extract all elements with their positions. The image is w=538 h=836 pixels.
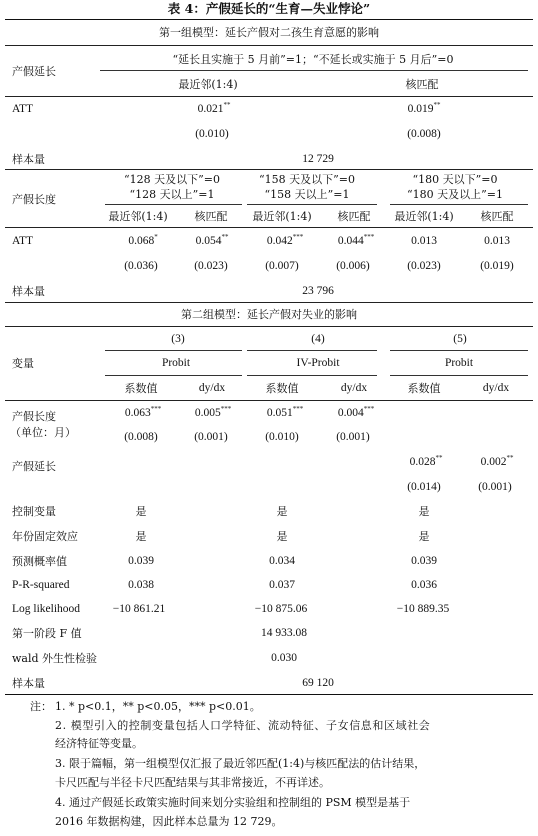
cond-text: “128 天以上”=1 <box>129 188 215 201</box>
se-value: (0.023) <box>407 260 441 272</box>
se-value: (0.008) <box>407 128 441 140</box>
col-header: 最近邻(1:4) <box>252 210 312 223</box>
row-label-pred-prob: 预测概率值 <box>12 555 67 568</box>
se-value: (0.010) <box>195 128 229 140</box>
se-value: (0.008) <box>124 431 158 443</box>
model-number: (5) <box>453 333 467 345</box>
note-line: 经济特征等变量。 <box>55 737 143 750</box>
stat-value: −10 889.35 <box>396 603 450 615</box>
rule <box>247 204 377 205</box>
stat-value: 0.039 <box>128 555 154 567</box>
att-value: 0.013 <box>484 235 510 247</box>
cond-text: “158 天以上”=1 <box>264 188 350 201</box>
note-line: 卡尺匹配与半径卡尺匹配结果与其非常接近，不再详述。 <box>55 776 330 789</box>
yes-value: 是 <box>418 505 430 518</box>
rule <box>105 350 242 351</box>
cond-text: “180 天及以上”=1 <box>407 188 503 201</box>
stat-value: 0.039 <box>411 555 437 567</box>
se-value: (0.023) <box>194 260 228 272</box>
coef-value: 0.005*** <box>194 405 232 419</box>
stat-value: −10 861.21 <box>112 603 166 615</box>
n-value: 69 120 <box>302 677 334 689</box>
att-value: 0.021** <box>197 101 231 115</box>
att-label: ATT <box>12 103 34 115</box>
rule <box>390 204 528 205</box>
rule <box>5 96 533 97</box>
coef-value: 0.004*** <box>337 405 375 419</box>
bottom-rule <box>5 694 533 695</box>
row-label-unit: （单位：月） <box>10 426 76 439</box>
row-label-year-fe: 年份固定效应 <box>12 530 78 543</box>
sub-col-header: 系数值 <box>407 382 441 395</box>
rule <box>5 302 533 303</box>
row-label-extension: 产假延长 <box>12 460 56 473</box>
yes-value: 是 <box>135 505 147 518</box>
att-value: 0.013 <box>411 235 437 247</box>
stat-value: 0.038 <box>128 579 154 591</box>
col-header: 核匹配 <box>480 210 514 223</box>
n-value: 23 796 <box>302 285 334 297</box>
method-label: IV-Probit <box>296 357 340 369</box>
cond-text: “158 天及以下”=0 <box>259 173 355 186</box>
note-line: 2016 年数据构建，因此样本总量为 12 729。 <box>55 815 283 828</box>
rule <box>100 70 528 71</box>
cond-text: “128 天及以下”=0 <box>124 173 220 186</box>
method-label: Probit <box>161 357 191 369</box>
col-header-nn: 最近邻(1:4) <box>178 78 238 91</box>
stat-value: −10 875.06 <box>254 603 308 615</box>
top-rule <box>5 19 533 20</box>
col-header: 最近邻(1:4) <box>394 210 454 223</box>
cond-text: “180 天以下”=0 <box>412 173 498 186</box>
se-value: (0.019) <box>480 260 514 272</box>
model-number: (3) <box>171 333 185 345</box>
rule <box>247 350 377 351</box>
att-value: 0.042*** <box>266 233 304 247</box>
rule <box>5 400 533 401</box>
se-value: (0.001) <box>336 431 370 443</box>
row-label-loglik: Log likelihood <box>12 603 81 615</box>
table-title: 表 4：产假延长的“生育—失业悖论” <box>167 1 371 16</box>
n-label: 样本量 <box>12 677 45 690</box>
method-label: Probit <box>444 357 474 369</box>
rule <box>105 204 242 205</box>
model-number: (4) <box>311 333 325 345</box>
condition-text: “延长且实施于 5 月前”=1；“不延长或实施于 5 月后”=0 <box>172 53 454 66</box>
se-value: (0.014) <box>407 481 441 493</box>
coef-value: 0.002** <box>480 454 514 468</box>
note-line: 1. * p<0.1，** p<0.05，*** p<0.01。 <box>55 700 261 713</box>
sub-col-header: dy/dx <box>482 382 510 394</box>
row-label-wald: wald 外生性检验 <box>12 652 98 665</box>
notes-prefix: 注： <box>30 700 52 713</box>
rule <box>5 169 533 170</box>
row-label-length: 产假长度 <box>12 410 56 423</box>
sub-col-header: 系数值 <box>265 382 299 395</box>
rule <box>5 326 533 327</box>
yes-value: 是 <box>276 530 288 543</box>
stat-value: 14 933.08 <box>261 627 307 639</box>
se-value: (0.010) <box>265 431 299 443</box>
note-line: 3. 限于篇幅，第一组模型仅汇报了最近邻匹配(1:4)与核匹配法的估计结果， <box>55 757 426 770</box>
n-label: 样本量 <box>12 285 45 298</box>
coef-value: 0.051*** <box>266 405 304 419</box>
att-value: 0.044*** <box>337 233 375 247</box>
stat-value: 0.030 <box>271 652 297 664</box>
group1-heading: 第一组模型：延长产假对二孩生育意愿的影响 <box>159 26 379 39</box>
note-line: 4. 通过产假延长政策实施时间来划分实验组和控制组的 PSM 模型是基于 <box>55 796 411 809</box>
row-label-length: 产假长度 <box>12 193 56 206</box>
col-header-kernel: 核匹配 <box>405 78 439 91</box>
stat-value: 0.037 <box>269 579 295 591</box>
var-label: 变量 <box>12 357 34 370</box>
se-value: (0.006) <box>336 260 370 272</box>
col-header: 核匹配 <box>337 210 371 223</box>
rule <box>5 227 533 228</box>
row-label-extension: 产假延长 <box>12 65 56 78</box>
rule <box>390 350 528 351</box>
coef-value: 0.028** <box>409 454 443 468</box>
stat-value: 0.036 <box>411 579 437 591</box>
col-header: 最近邻(1:4) <box>108 210 168 223</box>
se-value: (0.007) <box>265 260 299 272</box>
att-value: 0.068* <box>128 233 158 247</box>
sub-col-header: 系数值 <box>124 382 158 395</box>
att-label: ATT <box>12 235 34 247</box>
row-label-f: 第一阶段 F 值 <box>12 627 82 640</box>
yes-value: 是 <box>276 505 288 518</box>
rule <box>5 45 533 46</box>
rule <box>390 375 528 376</box>
stat-value: 0.034 <box>269 555 295 567</box>
group2-heading: 第二组模型：延长产假对失业的影响 <box>181 308 357 321</box>
yes-value: 是 <box>135 530 147 543</box>
n-label: 样本量 <box>12 153 45 166</box>
se-value: (0.001) <box>194 431 228 443</box>
coef-value: 0.063*** <box>124 405 162 419</box>
n-value: 12 729 <box>302 153 334 165</box>
rule <box>247 375 377 376</box>
se-value: (0.001) <box>478 481 512 493</box>
row-label-controls: 控制变量 <box>12 505 56 518</box>
sub-col-header: dy/dx <box>340 382 368 394</box>
att-value: 0.054** <box>195 233 229 247</box>
att-value: 0.019** <box>407 101 441 115</box>
yes-value: 是 <box>418 530 430 543</box>
note-line: 2. 模型引入的控制变量包括人口学特征、流动特征、子女信息和区域社会 <box>55 719 431 732</box>
se-value: (0.036) <box>124 260 158 272</box>
row-label-pr2: P-R-squared <box>12 579 70 591</box>
rule <box>105 375 242 376</box>
sub-col-header: dy/dx <box>198 382 226 394</box>
col-header: 核匹配 <box>194 210 228 223</box>
